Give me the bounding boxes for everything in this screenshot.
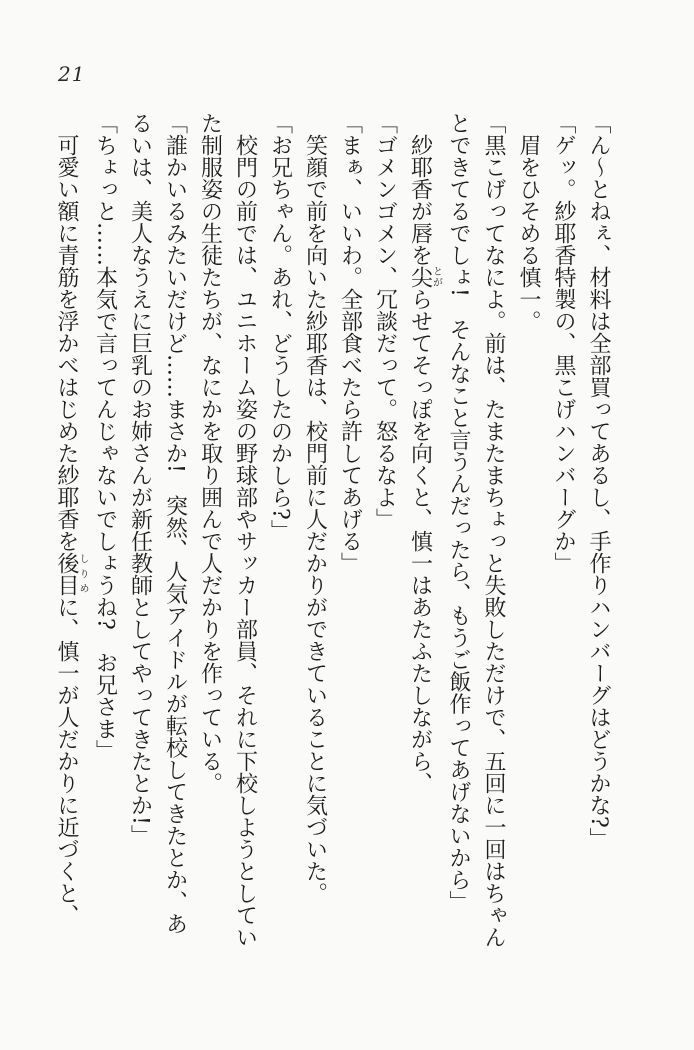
text-line: とできてるでしょ! そんなこと言うんだったら、もうご飯作ってあげないから」 xyxy=(446,112,471,913)
text-line: 「まぁ、いいわ。全部食べたら許してあげる」 xyxy=(337,112,363,574)
furigana-annotated-word: 尖とが xyxy=(407,266,442,288)
text-line: 眉をひそめる慎一。 xyxy=(516,134,541,332)
text-line: た制服姿の生徒たちが、なにかを取り囲んで人だかりを作っている。 xyxy=(197,112,223,794)
page-number: 21 xyxy=(58,62,86,86)
text-line: るいは、美人なうえに巨乳のお姉さんが新任教師としてやってきたとか!」 xyxy=(127,112,153,847)
text-line: 紗耶香が唇を尖とがらせてそっぽを向くと、慎一はあたふたしながら、 xyxy=(407,134,442,794)
text-line: 「ん〜とねぇ、材料は全部買ってあるし、手作りハンバーグはどうかな?」 xyxy=(586,112,611,850)
text-line: 「ちょっと……本気で言ってんじゃないでしょうね? お兄さま」 xyxy=(92,112,118,762)
text-line: 校門の前では、ユニホーム姿の野球部やサッカー部員、それに下校しようとしてい xyxy=(232,134,258,948)
text-line: 「誰かいるみたいだけど……まさか! 突然、人気アイドルが転校してきたとか、あ xyxy=(162,112,188,935)
furigana-text: しりめ xyxy=(77,552,88,596)
furigana-text: とが xyxy=(430,266,442,288)
text-line: 「お兄ちゃん。あれ、どうしたのかしら?」 xyxy=(267,112,293,542)
furigana-annotated-word: 後目しりめ xyxy=(54,552,88,596)
text-line: 可愛い額に青筋を浮かべはじめた紗耶香を後目しりめに、慎一が人だかりに近づくと、 xyxy=(54,134,88,926)
novel-text-block xyxy=(56,112,616,992)
text-line: 笑顔で前を向いた紗耶香は、校門前に人だかりができていることに気づいた。 xyxy=(302,134,328,904)
text-line: 「ゴメンゴメン、冗談だって。怒るなよ」 xyxy=(372,112,398,530)
text-line: 「ゲッ。紗耶香特製の、黒こげハンバーグか」 xyxy=(551,112,576,574)
text-line: 「黒こげってなによ。前は、たまたまちょっと失敗しただけで、五回に一回はちゃん xyxy=(481,112,506,948)
